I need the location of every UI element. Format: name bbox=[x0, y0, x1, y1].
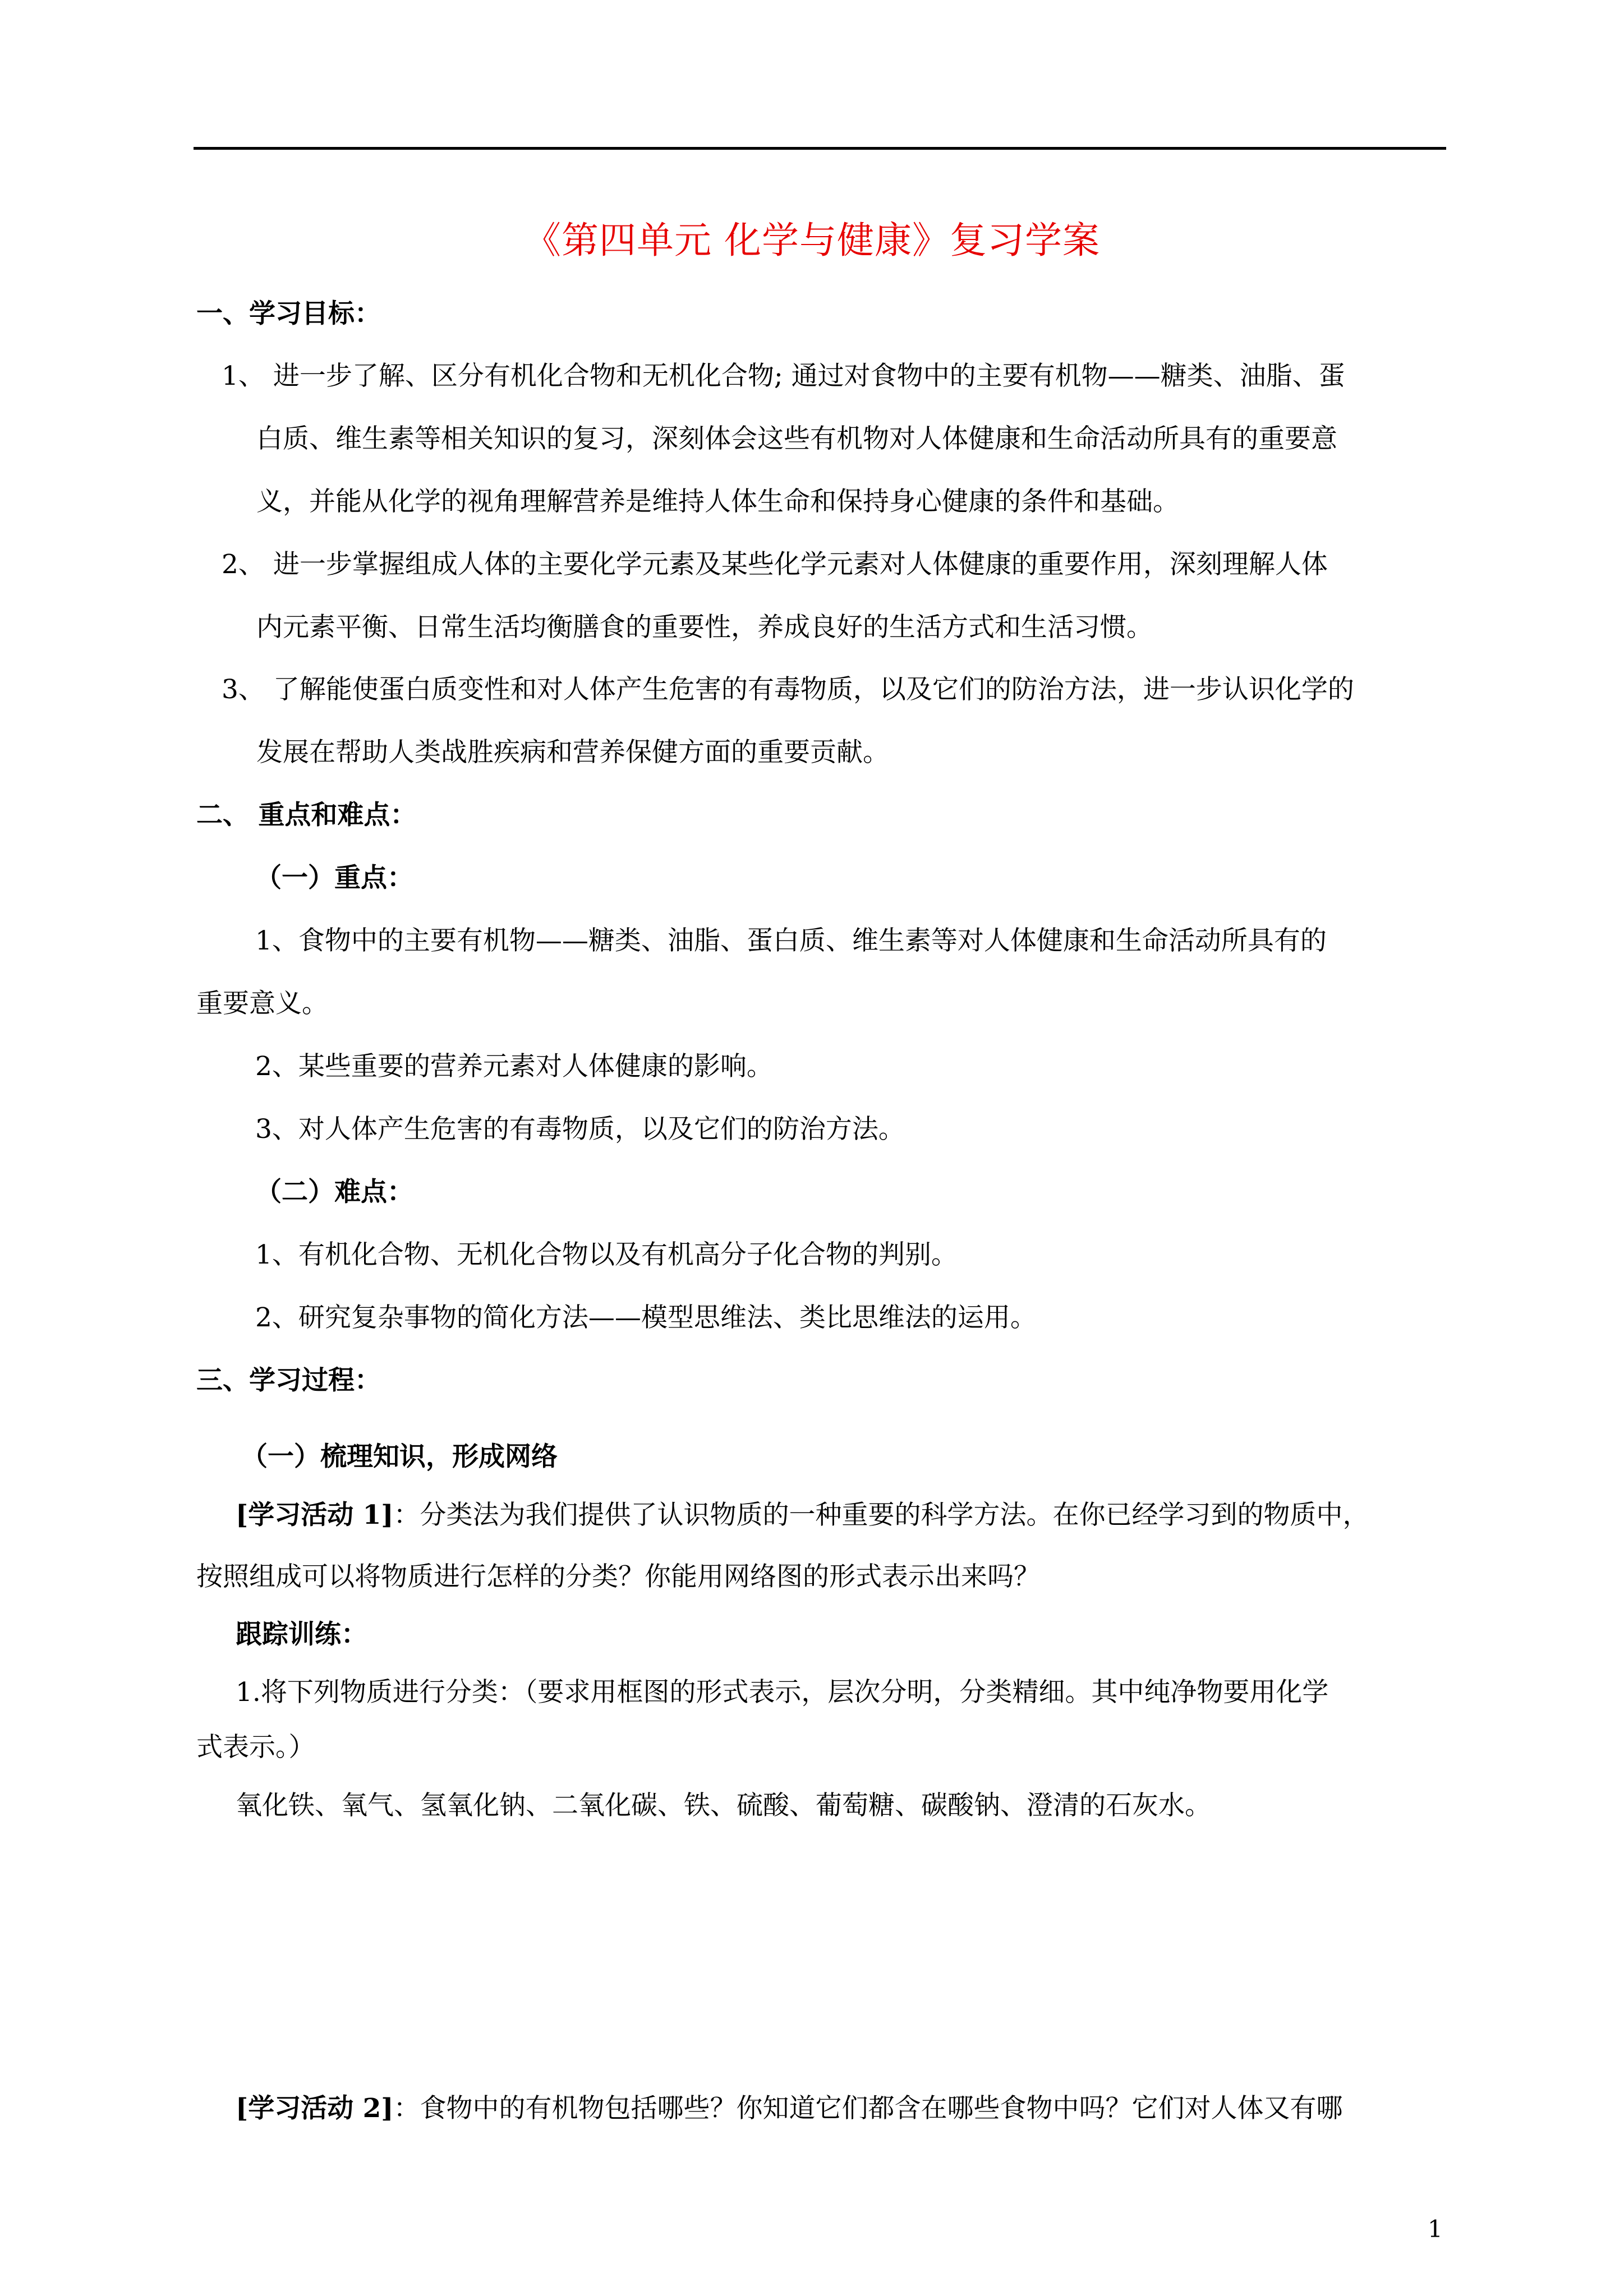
key-point-3: 3、对人体产生危害的有毒物质，以及它们的防治方法。 bbox=[255, 1114, 905, 1145]
objective-1-line-1: 1、 进一步了解、区分有机化合物和无机化合物; 通过对食物中的主要有机物——糖类、油脂、蛋 bbox=[222, 361, 1345, 391]
activity-1-label: [学习活动 1] bbox=[236, 1500, 394, 1530]
exercise-1-line-2: 式表示。） bbox=[196, 1732, 315, 1763]
subheading-difficulties: （二）难点： bbox=[255, 1177, 413, 1207]
section-heading-key-points: 二、 重点和难点： bbox=[196, 800, 417, 831]
subheading-knowledge-network: （一）梳理知识，形成网络 bbox=[241, 1441, 558, 1472]
difficulty-2: 2、研究复杂事物的简化方法——模型思维法、类比思维法的运用。 bbox=[255, 1302, 1037, 1333]
document-title: 《第四单元 化学与健康》复习学案 bbox=[524, 219, 1100, 262]
activity-2-text: ：食物中的有机物包括哪些？你知道它们都含在哪些食物中吗？它们对人体又有哪 bbox=[393, 2093, 1343, 2124]
difficulty-1: 1、有机化合物、无机化合物以及有机高分子化合物的判别。 bbox=[255, 1239, 958, 1270]
objective-1-line-3: 义，并能从化学的视角理解营养是维持人体生命和保持身心健康的条件和基础。 bbox=[256, 486, 1179, 517]
tracking-training-heading: 跟踪训练： bbox=[236, 1619, 367, 1650]
key-point-2: 2、某些重要的营养元素对人体健康的影响。 bbox=[255, 1051, 773, 1082]
page-number: 1 bbox=[1428, 2215, 1443, 2243]
subheading-key-points: （一）重点： bbox=[255, 863, 413, 893]
exercise-1-line-1: 1.将下列物质进行分类：（要求用框图的形式表示，层次分明，分类精细。其中纯净物要用化学 bbox=[236, 1677, 1329, 1708]
objective-3-line-1: 3、 了解能使蛋白质变性和对人体产生危害的有毒物质，以及它们的防治方法，进一步认识化学的 bbox=[222, 674, 1354, 705]
objective-3-line-2: 发展在帮助人类战胜疾病和营养保健方面的重要贡献。 bbox=[256, 737, 889, 768]
objective-2-line-1: 2、 进一步掌握组成人体的主要化学元素及某些化学元素对人体健康的重要作用，深刻理解人体 bbox=[222, 549, 1328, 580]
activity-1-line-2: 按照组成可以将物质进行怎样的分类？你能用网络图的形式表示出来吗？ bbox=[196, 1561, 1040, 1592]
exercise-1-substances: 氧化铁、氧气、氢氧化钠、二氧化碳、铁、硫酸、葡萄糖、碳酸钠、澄清的石灰水。 bbox=[236, 1790, 1211, 1821]
key-point-1-line-2: 重要意义。 bbox=[196, 988, 328, 1019]
activity-2-line-1 bbox=[236, 2092, 1343, 2126]
activity-2-label: [学习活动 2] bbox=[236, 2093, 394, 2124]
header-rule bbox=[194, 147, 1446, 150]
section-heading-process: 三、学习过程： bbox=[196, 1365, 381, 1396]
section-heading-objectives: 一、学习目标： bbox=[196, 298, 381, 329]
activity-1-text: ：分类法为我们提供了认识物质的一种重要的科学方法。在你已经学习到的物质中， bbox=[393, 1500, 1369, 1530]
activity-1-line-1 bbox=[236, 1499, 1369, 1532]
objective-2-line-2: 内元素平衡、日常生活均衡膳食的重要性，养成良好的生活方式和生活习惯。 bbox=[256, 612, 1153, 643]
objective-1-line-2: 白质、维生素等相关知识的复习，深刻体会这些有机物对人体健康和生命活动所具有的重要意 bbox=[256, 423, 1337, 454]
key-point-1-line-1: 1、食物中的主要有机物——糖类、油脂、蛋白质、维生素等对人体健康和生命活动所具有的 bbox=[255, 925, 1327, 956]
